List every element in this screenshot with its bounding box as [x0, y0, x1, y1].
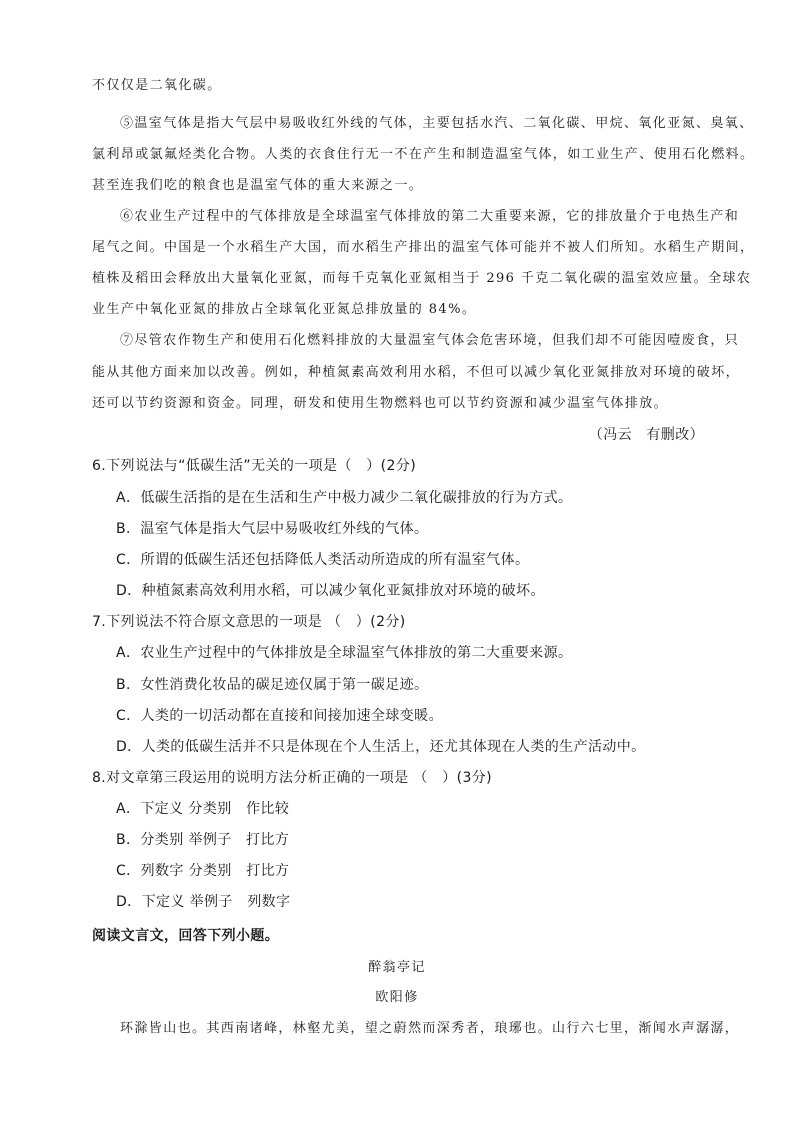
question-option-d[interactable]: D．人类的低碳生活并不只是体现在个人生活上，还尤其体现在人类的生产活动中。 — [116, 739, 646, 755]
question-option-b[interactable]: B．温室气体是指大气层中易吸收红外线的气体。 — [116, 521, 429, 537]
question-option-a[interactable]: A．低碳生活指的是在生活和生产中极力减少二氧化碳排放的行为方式。 — [116, 490, 573, 506]
question-stem: 6.下列说法与“低碳生活”无关的一项是（ ）(2分) — [92, 458, 417, 474]
source-attribution: （冯云 有删改） — [588, 427, 704, 443]
classical-author: 欧阳修 — [375, 990, 419, 1005]
paragraph-line: 尾气之间。中国是一个水稻生产大国，而水稻生产排出的温室气体可能并不被人们所知。水稻生产期间， — [92, 240, 755, 255]
classical-first-line: 环滁皆山也。其西南诸峰，林壑尤美，望之蔚然而深秀者，琅琊也。山行六七里，渐闻水声潺潺， — [120, 1021, 740, 1036]
question-option-c[interactable]: C．列数字 分类别 打比方 — [116, 863, 290, 879]
question-option-c[interactable]: C．人类的一切活动都在直接和间接加速全球变暖。 — [116, 708, 443, 724]
paragraph-line: ⑤温室气体是指大气层中易吸收红外线的气体，主要包括水汽、二氧化碳、甲烷、氧化亚氮、臭氧、 — [120, 116, 754, 131]
question-option-d[interactable]: D．下定义 举例子 列数字 — [116, 894, 291, 910]
paragraph-line: 能从其他方面来加以改善。例如，种植氮素高效利用水稻，不但可以减少氧化亚氮排放对环境的破坏， — [92, 365, 741, 380]
question-option-a[interactable]: A．下定义 分类别 作比较 — [116, 801, 290, 817]
paragraph-line: ⑥农业生产过程中的气体排放是全球温室气体排放的第二大重要来源，它的排放量介于电热生产和 — [120, 209, 740, 224]
paragraph-line: 植株及稻田会释放出大量氧化亚氮，而每千克氧化亚氮相当于 296 千克二氧化碳的温室效应量。全球农 — [92, 271, 752, 286]
question-option-c[interactable]: C．所谓的低碳生活还包括降低人类活动所造成的所有温室气体。 — [116, 552, 530, 568]
question-option-a[interactable]: A．农业生产过程中的气体排放是全球温室气体排放的第二大重要来源。 — [116, 645, 573, 661]
question-stem: 7.下列说法不符合原文意思的一项是 （ ）(2分) — [92, 614, 406, 630]
paragraph-line: ⑦尽管农作物生产和使用石化燃料排放的大量温室气体会危害环境，但我们却不可能因噎废食，只 — [120, 333, 740, 348]
question-option-d[interactable]: D．种植氮素高效利用水稻，可以减少氧化亚氮排放对环境的破坏。 — [116, 583, 545, 599]
paragraph-line: 业生产中氧化亚氮的排放占全球氧化亚氮总排放量的 84%。 — [92, 302, 477, 317]
question-option-b[interactable]: B．女性消费化妆品的碳足迹仅属于第一碳足迹。 — [116, 677, 429, 693]
section-instruction: 阅读文言文，回答下列小题。 — [92, 928, 280, 944]
paragraph-line: 氯利昂或氯氟烃类化合物。人类的衣食住行无一不在产生和制造温室气体，如工业生产、使用石化燃料。 — [92, 147, 755, 162]
paragraph-line: 还可以节约资源和资金。同理，研发和使用生物燃料也可以节约资源和减少温室气体排放。 — [92, 396, 669, 411]
classical-title: 醉翁亭记 — [368, 960, 426, 975]
paragraph-4-tail: 不仅仅是二氧化碳。 — [92, 78, 222, 93]
question-option-b[interactable]: B．分类别 举例子 打比方 — [116, 832, 290, 848]
question-stem: 8.对文章第三段运用的说明方法分析正确的一项是 （ ）(3分) — [92, 770, 493, 786]
paragraph-line: 甚至连我们吃的粮食也是温室气体的重大来源之一。 — [92, 178, 424, 193]
